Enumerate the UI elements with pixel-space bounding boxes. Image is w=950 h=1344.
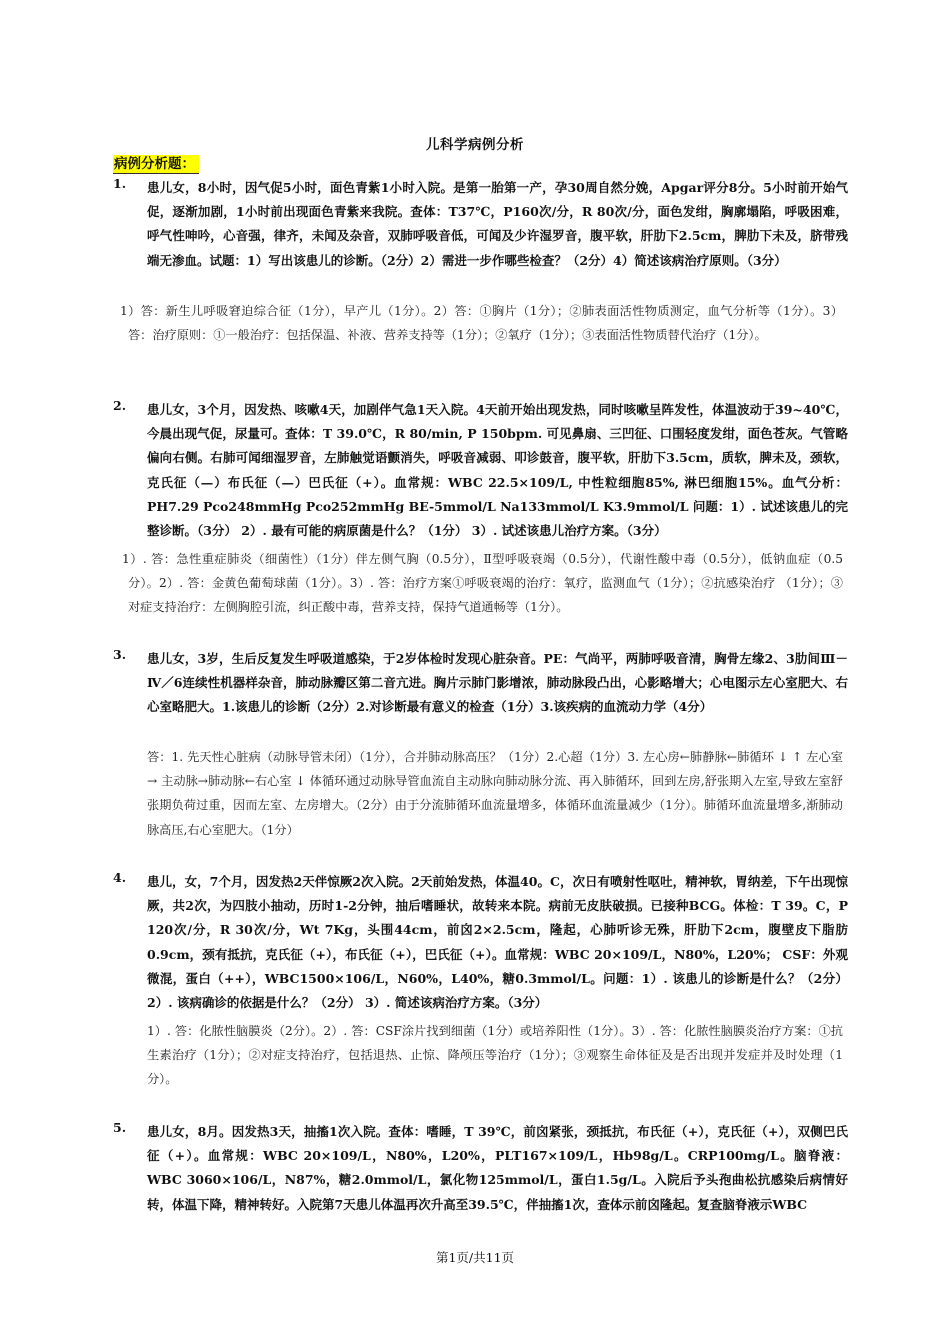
- question-text: 患儿女，8月。因发热3天，抽搐1次入院。查体：嗜睡，T 39℃，前囟紧张，颈抵抗，布氏征（+），克氏征（+），双侧巴氏征（+）。血常规：WBC 20×109/L，N80%，L20%，PLT167×109/L，Hb98g/L。CRP100mg/L。脑脊液：WBC 3060×106/L，N87%，糖2.0mmol/L，氯化物125mmol/L，蛋白1.5g/L。入院后予头孢曲松抗感染后病情好转，体温下降，精神转好。入院第7天患儿体温再次升高至39.5℃，伴抽搐1次，查体示前囟隆起。复查脑脊液示WBC: [147, 1124, 848, 1212]
- question-number: 2.: [113, 398, 127, 413]
- answer-2: 1）. 答：急性重症肺炎（细菌性）（1分）伴左侧气胸（0.5分），Ⅱ型呼吸衰竭（0.5分），代谢性酸中毒（0.5分），低钠血症（0.5分）。2）. 答：金黄色葡萄球菌（1分）。3）. 答：治疗方案①呼吸衰竭的治疗：氧疗，监测血气（1分）；②抗感染治疗 （1分）；③对症支持治疗：左侧胸腔引流，纠正酸中毒，营养支持，保持气道通畅等（1分）。: [122, 552, 843, 615]
- question-number: 5.: [113, 1120, 127, 1135]
- question-1: [113, 176, 848, 273]
- answer-4: 1）. 答：化脓性脑膜炎（2分）。2）. 答：CSF涂片找到细菌（1分）或培养阳性（1分）。3）. 答：化脓性脑膜炎治疗方案：①抗生素治疗（1分）；②对症支持治疗，包括退热、止惊、降颅压等治疗（1分）；③观察生命体征及是否出现并发症并及时处理（1分）。: [147, 1024, 843, 1087]
- question-3: [113, 647, 848, 720]
- question-5: [113, 1120, 848, 1217]
- question-number: 1.: [113, 176, 127, 191]
- question-4: [113, 870, 848, 1015]
- question-text: 患儿，女，7个月，因发热2天伴惊厥2次入院。2天前始发热，体温40。C，次日有喷射性呕吐，精神软，胃纳差，下午出现惊厥，共2次，为四肢小抽动，历时1-2分钟，抽后嗜睡状，故转来本院。病前无皮肤破损。已接种BCG。体检：T 39。C，P 120次/分，R 30次/分，Wt 7Kg，头围44cm，前囟2×2.5cm，隆起，心肺听诊无殊，肝肋下2cm，腹壁皮下脂肪0.9cm，颈有抵抗，克氏征（+），布氏征（+），巴氏征（+）。血常规：WBC 20×109/L，N80%，L20%； CSF：外观微混，蛋白（++），WBC1500×106/L，N60%，L40%，糖0.3mmol/L。问题：1）. 该患儿的诊断是什么？（2分）2）. 该病确诊的依据是什么？（2分） 3）. 简述该病治疗方案。（3分）: [147, 874, 848, 1011]
- question-2: [113, 398, 848, 543]
- answer-3: 答：1. 先天性心脏病（动脉导管未闭）（1分），合并肺动脉高压？（1分）2.心超（1分）3. 左心房←肺静脉←肺循环 ↓ ↑ 左心室→ 主动脉→肺动脉←右心室 ↓ 体循环通过动脉导管血流自主动脉向肺动脉分流、再入肺循环，回到左房,舒张期入左室,导致左室舒张期负荷过重，因而左室、左房增大。（2分）由于分流肺循环血流量增多，体循环血流量减少（1分）。肺循环血流量增多,渐肺动脉高压,右心室肥大。（1分）: [147, 750, 843, 837]
- question-text: 患儿女，3岁，生后反复发生呼吸道感染，于2岁体检时发现心脏杂音。PE：气尚平，两肺呼吸音清，胸骨左缘2、3肋间Ⅲ－Ⅳ／6连续性机器样杂音，肺动脉瓣区第二音亢进。胸片示肺门影增浓，肺动脉段凸出，心影略增大；心电图示左心室肥大、右心室略肥大。1.该患儿的诊断（2分）2.对诊断最有意义的检查（1分）3.该疾病的血流动力学（4分）: [147, 651, 848, 715]
- question-text: 患儿女，3个月，因发热、咳嗽4天，加剧伴气急1天入院。4天前开始出现发热，同时咳嗽呈阵发性，体温波动于39~40℃，今晨出现气促，尿量可。查体：T 39.0℃，R 80/min, P 150bpm. 可见鼻扇、三凹征、口围轻度发绀，面色苍灰。气管略偏向右侧。右肺可闻细湿罗音，左肺触觉语颤消失，呼吸音减弱、叩诊鼓音，腹平软，肝肋下3.5cm，质软，脾未及，颈软，克氏征（—）布氏征（—）巴氏征（+）。血常规：WBC 22.5×109/L, 中性粒细胞85%, 淋巴细胞15%。血气分析：PH7.29 Pco248mmHg Pco252mmHg BE-5mmol/L Na133mmol/L K3.9mmol/L 问题：1）. 试述该患儿的完整诊断。（3分） 2）. 最有可能的病原菌是什么？（1分） 3）. 试述该患儿治疗方案。（3分）: [147, 402, 849, 539]
- question-number: 3.: [113, 647, 127, 662]
- section-label: 病例分析题：: [113, 155, 199, 174]
- page-footer: 第1页/共11页: [435, 1250, 515, 1265]
- question-text: 患儿女，8小时，因气促5小时，面色青紫1小时入院。是第一胎第一产，孕30周自然分娩，Apgar评分8分。5小时前开始气促，逐渐加剧，1小时前出现面色青紫来我院。查体：T37℃，P160次/分，R 80次/分，面色发绀，胸廓塌陷，呼吸困难，呼气性呻吟，心音强，律齐，未闻及杂音，双肺呼吸音低，可闻及少许湿罗音，腹平软，肝肋下2.5cm，脾肋下未及，脐带残端无渗血。试题：1）写出该患儿的诊断。（2分）2）需进一步作哪些检查？（2分）4）简述该病治疗原则。（3分）: [147, 180, 848, 268]
- question-number: 4.: [113, 870, 127, 885]
- answer-1: 1）答：新生儿呼吸窘迫综合征（1分），早产儿（1分）。2）答：①胸片（1分）；②肺表面活性物质测定，血气分析等（1分）。3）答：治疗原则：①一般治疗：包括保温、补液、营养支持等（1分）；②氧疗（1分）；③表面活性物质替代治疗（1分）。: [120, 304, 843, 343]
- page-title: 儿科学病例分析: [426, 137, 524, 153]
